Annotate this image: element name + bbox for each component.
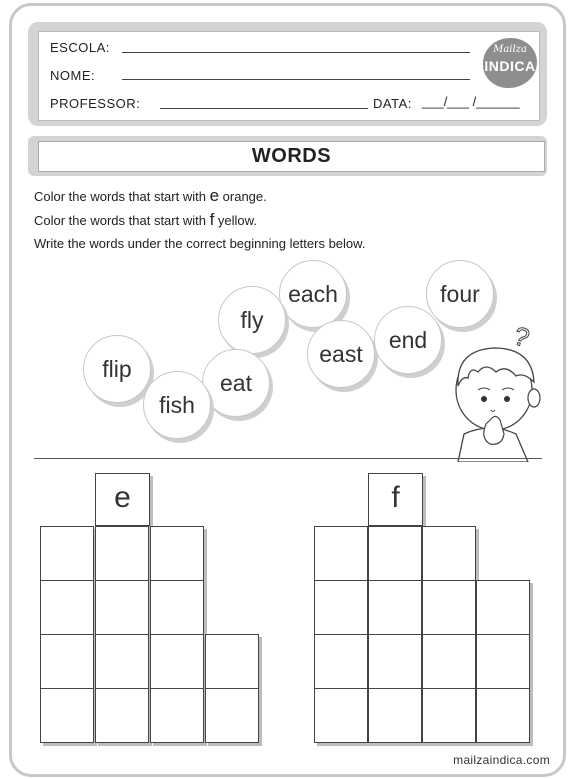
grid-e-cell[interactable] — [40, 580, 94, 635]
date-blank[interactable]: ___/___ /______ — [422, 94, 520, 109]
grid-e-cell[interactable] — [95, 688, 149, 743]
page-title: WORDS — [38, 141, 545, 172]
instruction-2 — [34, 210, 257, 230]
grid-f-cell[interactable] — [314, 688, 368, 743]
school-line[interactable] — [122, 52, 470, 53]
boy-right-eye — [504, 396, 510, 402]
name-label: NOME: — [50, 68, 96, 83]
grid-f-cell[interactable] — [368, 634, 422, 689]
word-bubble-flip[interactable]: flip — [83, 335, 151, 403]
grid-f-cell[interactable] — [422, 580, 476, 635]
word-bubble-end[interactable]: end — [374, 306, 442, 374]
grid-e-cell[interactable] — [205, 634, 259, 689]
grid-e-cell[interactable] — [150, 526, 204, 581]
grid-e-cell[interactable] — [95, 526, 149, 581]
grid-f-cell[interactable] — [314, 634, 368, 689]
instruction-2-post: yellow. — [214, 213, 257, 228]
grid-e-header: e — [95, 473, 150, 526]
instruction-1-letter: e — [209, 186, 220, 205]
grid-f-cell[interactable] — [422, 634, 476, 689]
instruction-1-pre: Color the words that start with — [34, 189, 210, 204]
instruction-3: Write the words under the correct beginning letters below. — [34, 236, 366, 251]
word-bubble-east[interactable]: east — [307, 320, 375, 388]
instruction-1 — [34, 186, 267, 206]
teacher-line[interactable] — [160, 108, 368, 109]
grid-f-cell[interactable] — [368, 580, 422, 635]
grid-e-cell[interactable] — [95, 634, 149, 689]
grid-e-cell[interactable] — [40, 526, 94, 581]
logo-line1: Mailza — [493, 44, 527, 55]
logo-line2: INDICA — [484, 58, 536, 74]
grid-f-header: f — [368, 473, 423, 526]
name-line[interactable] — [122, 79, 470, 80]
school-label: ESCOLA: — [50, 40, 110, 55]
word-bubble-four[interactable]: four — [426, 260, 494, 328]
grid-f-cell[interactable] — [422, 688, 476, 743]
thinking-boy-illustration — [450, 316, 550, 462]
grid-e-cell[interactable] — [205, 688, 259, 743]
question-mark: ? — [510, 320, 534, 354]
grid-f-cell[interactable] — [368, 688, 422, 743]
instruction-2-pre: Color the words that start with — [34, 213, 210, 228]
instruction-1-post: orange. — [219, 189, 267, 204]
word-bubble-fly[interactable]: fly — [218, 286, 286, 354]
date-label: DATA: — [373, 96, 412, 111]
footer-url: mailzaindica.com — [453, 753, 550, 767]
grid-e-cell[interactable] — [150, 634, 204, 689]
grid-e-cell[interactable] — [40, 634, 94, 689]
grid-f-cell[interactable] — [422, 526, 476, 581]
grid-f-cell[interactable] — [314, 580, 368, 635]
boy-left-eye — [481, 396, 487, 402]
grid-f-cell[interactable] — [368, 526, 422, 581]
boy-ear — [528, 389, 540, 407]
word-bubble-eat[interactable]: eat — [202, 349, 270, 417]
grid-e-cell[interactable] — [95, 580, 149, 635]
grid-f-cell[interactable] — [314, 526, 368, 581]
word-bubble-each[interactable]: each — [279, 260, 347, 328]
grid-e-cell[interactable] — [40, 688, 94, 743]
grid-e-cell[interactable] — [150, 688, 204, 743]
grid-f-cell[interactable] — [476, 688, 530, 743]
grid-e-cell[interactable] — [150, 580, 204, 635]
word-bubble-fish[interactable]: fish — [143, 371, 211, 439]
teacher-label: PROFESSOR: — [50, 96, 141, 111]
instruction-2-letter: f — [209, 210, 215, 229]
grid-f-cell[interactable] — [476, 634, 530, 689]
section-divider — [34, 458, 542, 459]
grid-f-cell[interactable] — [476, 580, 530, 635]
